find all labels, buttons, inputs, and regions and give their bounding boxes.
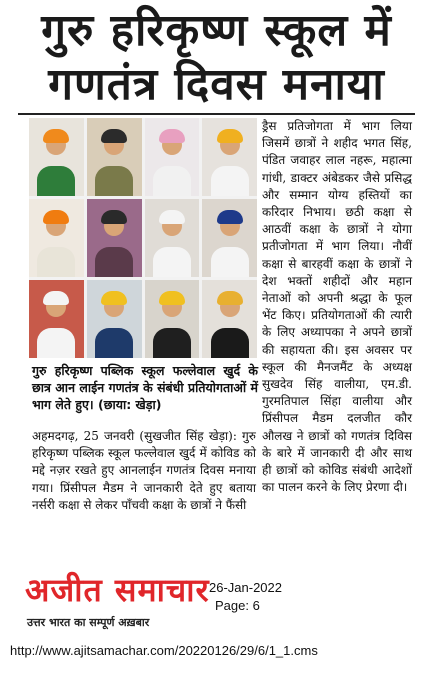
photo-collage [29,118,257,358]
edition-page: Page: 6 [215,598,260,613]
edition-date: 26-Jan-2022 [209,580,282,595]
photo-figure-torso [211,247,249,277]
photo-figure-torso [95,328,133,358]
photo-child-12 [202,280,257,358]
photo-figure-torso [211,166,249,196]
article-left-column: अहमदगढ़, 25 जनवरी (सुखजीत सिंह खेड़ा): गुरु हरिकृष्ण पब्लिक स्कूल फल्लेवाल खुर्द में कोविड को मद्दे नज़र रखते हुए आनलाईन गणतंत्र दिवस मनाया गया। प्रिंसीपल मैडम ने जानकारी देते हुए बताया नर्सरी कक्षा से लेकर पाँचवी कक्षा के छात्रों ने फैंसी [32,429,256,512]
photo-child-11 [145,280,200,358]
masthead-logo: अजीत समाचार [25,571,210,609]
source-url[interactable]: http://www.ajitsamachar.com/20220126/29/6/1_1.cms [10,643,318,658]
photo-figure-turban [101,210,127,224]
photo-figure-turban [43,210,69,224]
photo-figure-turban [43,291,69,305]
photo-figure-turban [159,210,185,224]
photo-child-1 [29,118,84,196]
headline-line-1: गुरु हरिकृष्ण स्कूल में [41,5,392,56]
headline-line-2: गणतंत्र दिवस मनाया [48,59,385,110]
photo-caption: गुरु हरिकृष्ण पब्लिक स्कूल फल्लेवाल खुर्द के छात्र आन लाईन गणतंत्र के संबंधी प्रतियोगताओं में भाग लेते हुए। (छाया: खेड़ा) [32,363,258,412]
photo-figure-turban [217,129,243,143]
photo-child-3 [145,118,200,196]
photo-child-6 [87,199,142,277]
photo-figure-turban [101,129,127,143]
photo-figure-torso [95,166,133,196]
photo-child-4 [202,118,257,196]
photo-figure-torso [37,328,75,358]
photo-figure-turban [159,129,185,143]
photo-figure-torso [37,247,75,277]
masthead-tagline: उत्तर भारत का सम्पूर्ण अख़बार [27,616,150,629]
photo-child-10 [87,280,142,358]
photo-figure-torso [37,166,75,196]
photo-figure-turban [217,291,243,305]
photo-figure-torso [153,328,191,358]
photo-child-8 [202,199,257,277]
photo-figure-torso [153,166,191,196]
photo-figure-torso [95,247,133,277]
photo-figure-torso [211,328,249,358]
photo-figure-turban [159,291,185,305]
photo-child-9 [29,280,84,358]
photo-figure-turban [217,210,243,224]
photo-figure-turban [101,291,127,305]
photo-child-2 [87,118,142,196]
photo-figure-torso [153,247,191,277]
article-right-column: ड्रैस प्रतिजोगता में भाग लिया जिसमें छात्रों ने शहीद भगत सिंह, पंडित जवाहर लाल नहरू, महात्मा गांधी, डाक्टर अंबेडकर जैसे प्रसिद्ध और सम्मान योग्य हस्तियों का करिदार निभाय। छठी कक्षा से आठवीं कक्षा के छात्रों ने योगा प्रतीजोगता में भाग लिया। नौवीं कक्षा से बारहवीं कक्षा के छात्रों ने देश भक्तों शहीदों और महान नेताओं को अपनी श्रद्धा के फूल भेंट किए। प्रतियोगताओं की त्यारी के लिए अध्यापका ने अपने छात्रों की सहायता की। इस अवसर पर स्कूल की मैनजमैंट के अध्यक्ष सुखदेव सिंह वालीया, एम.डी. गुरमतिपाल सिंहा वालीया और प्रिंसीपल मैडम दलजीत कौर औलख ने छात्रों को गणतंत्र दिविस के बारे में जानकारी दी और साथ ही छात्रों को कोविड संबंधी आदेशों का पालन करने के लिए प्रेरणा दी। [262,119,412,495]
headline-rule [18,113,415,115]
photo-figure-turban [43,129,69,143]
photo-child-7 [145,199,200,277]
photo-child-5 [29,199,84,277]
